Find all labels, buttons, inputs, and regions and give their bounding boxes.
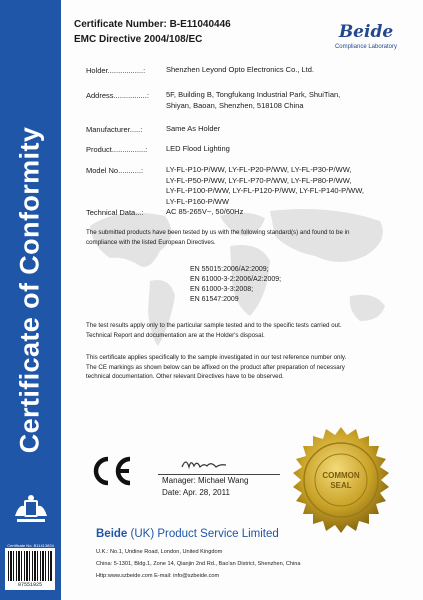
manufacturer-label: Manufacturer.....:: [86, 125, 143, 134]
ce-mark-icon: [89, 455, 135, 487]
signature-line: [158, 474, 280, 475]
certificate-number: Certificate Number: B-E11040446: [74, 19, 231, 30]
standard-item: EN 61547:2009: [190, 296, 239, 303]
address-line: 5F, Building B, Tongfukang Industrial Park, ShuiTian,: [166, 90, 341, 99]
barcode: [5, 548, 55, 590]
address-label: Address................:: [86, 91, 149, 100]
standard-item: EN 61000-3-2:2006/A2:2009;: [190, 276, 282, 283]
footer-contact: Http:www.szbeide.com E-mail: info@szbeide.com: [96, 573, 220, 579]
technical-data-value: AC 85-265V~, 50/60Hz: [166, 207, 244, 216]
sidebar-title: Certificate of Conformity: [14, 126, 45, 454]
footer-company-brand: Beide: [96, 528, 128, 540]
manufacturer-value: Same As Holder: [166, 124, 221, 133]
product-value: LED Flood Lighting: [166, 144, 230, 153]
note-line: technical documentation. Other relevant Directives have to be observed.: [86, 373, 284, 380]
note-line: Technical Report and documentation are at the Holder's disposal.: [86, 331, 265, 339]
seal-text: COMMON: [322, 471, 360, 480]
footer-company: [96, 528, 279, 540]
standard-item: EN 55015:2006/A2:2009;: [190, 266, 269, 273]
seal-text: SEAL: [330, 481, 352, 490]
barcode-number: 07551925: [17, 582, 42, 588]
model-label: Model No...........:: [86, 166, 144, 175]
signature-icon: [180, 455, 230, 473]
manager-name: Manager: Michael Wang: [162, 476, 249, 485]
directive: EMC Directive 2004/108/EC: [74, 34, 203, 45]
standards-list: [190, 265, 281, 305]
gold-seal-icon: [286, 425, 396, 535]
model-value: [166, 165, 364, 207]
holder-value: Shenzhen Leyond Opto Electronics Co., Ltd.: [166, 65, 315, 74]
holder-label: Holder.................:: [86, 66, 146, 75]
footer-uk-address: U.K.: No.1, Undine Road, London, United Kingdom: [96, 549, 223, 555]
statement-line: compliance with the listed European Directives.: [86, 238, 216, 246]
note-line: The test results apply only to the particular sample tested and to the specific tests carried out.: [86, 322, 342, 329]
address-value: [166, 90, 340, 111]
model-line: LY-FL-P50-P/WW, LY-FL-P70-P/WW, LY-FL-P80-P/WW,: [166, 175, 352, 185]
coat-of-arms-icon: [13, 494, 49, 524]
model-line: LY-FL-P10-P/WW, LY-FL-P20-P/WW, LY-FL-P30-P/WW,: [166, 165, 352, 174]
footer-company-rest: (UK) Product Service Limited: [127, 528, 279, 540]
applies-note: [86, 353, 416, 382]
address-line: Shiyan, Baoan, Shenzhen, 518108 China: [166, 100, 304, 110]
results-note: [86, 321, 416, 340]
model-line: LY-FL-P160-P/WW: [166, 196, 229, 206]
sidebar-cert-number: Certificate No. B11413834: [7, 543, 54, 548]
note-line: The CE markings as shown below can be affixed on the product after preparation of necessary: [86, 363, 345, 371]
technical-data-label: Technical Data...:: [86, 208, 144, 217]
compliance-statement: [86, 228, 416, 247]
footer-china-address: China: 5-1301, Bldg.1, Zone 14, Qianjin 2nd Rd., Bao'an District, Shenzhen, China: [96, 561, 301, 567]
statement-line: The submitted products have been tested by us with the following standard(s) and found to be in: [86, 229, 350, 236]
product-label: Product................:: [86, 145, 148, 154]
model-line: LY-FL-P100-P/WW, LY-FL-P120-P/WW, LY-FL-P140-P/WW,: [166, 186, 364, 195]
logo-name: Beide: [338, 22, 394, 42]
beide-logo: [326, 22, 406, 57]
standard-item: EN 61000-3-3:2008;: [190, 286, 254, 293]
logo-subtitle: Compliance Laboratory: [334, 44, 398, 50]
sidebar-band: [0, 0, 61, 600]
note-line: This certificate applies specifically to the sample investigated in our test reference number only.: [86, 354, 347, 361]
signature-date: Date: Apr. 28, 2011: [162, 488, 230, 497]
barcode-bars: [8, 551, 52, 581]
